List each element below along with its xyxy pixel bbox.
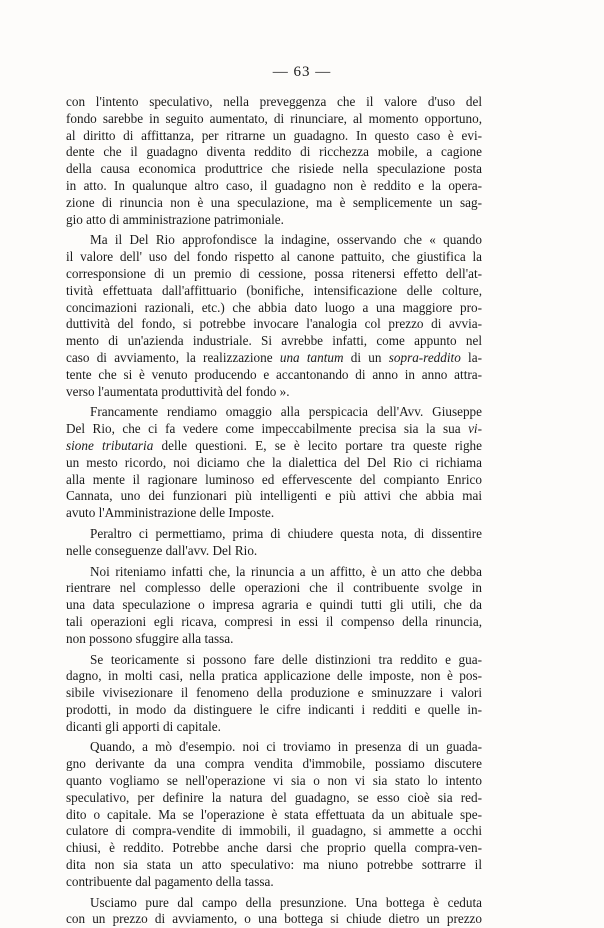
- text-run: alla mente il ragionare luminoso ed effervescente del compianto Enrico: [66, 471, 482, 487]
- text-run: dita non sia stata un atto speculativo: ma niuno potrebbe sottrarre il: [66, 857, 482, 873]
- text-run: sibile vivisezionare il fenomeno della produzione e sminuzzare i valori: [66, 685, 482, 701]
- text-line: [66, 472, 482, 489]
- text-run: zione di rinuncia non è una speculazione, ma è semplicemente un sag-: [66, 194, 482, 210]
- text-line: [66, 232, 482, 249]
- text-line: [66, 895, 482, 912]
- paragraph: [66, 526, 482, 560]
- text-line: [66, 719, 482, 736]
- text-run: dito o capitale. Ma se l'operazione è stata effettuata da un abituale spe-: [66, 806, 482, 822]
- text-line: [66, 807, 482, 824]
- text-run: rientrare nel complesso delle operazioni che il contribuente svolge in: [66, 580, 482, 596]
- text-run: Noi riteniamo infatti che, la rinuncia a un affitto, è un atto che debba: [90, 563, 482, 579]
- text-line: [66, 404, 482, 421]
- text-run: Cannata, uno dei funzionari più intelligenti e più attivi che abbia mai: [66, 488, 482, 504]
- text-run: fondo sarebbe in seguito aumentato, di rinunciare, al momento opportuno,: [66, 110, 482, 126]
- text-run: Francamente rendiamo omaggio alla perspicacia dell'Avv. Giuseppe: [90, 404, 482, 420]
- text-line: [66, 564, 482, 581]
- text-run: caso di avviamento, la realizzazione: [66, 349, 280, 365]
- text-run: tività effettuata dall'affittuario (bonifiche, intensificazione delle colture,: [66, 282, 482, 298]
- text-line: [66, 384, 482, 401]
- text-line: [66, 756, 482, 773]
- text-line: [66, 652, 482, 669]
- text-line: [66, 668, 482, 685]
- text-line: [66, 94, 482, 111]
- text-run: la-: [460, 349, 482, 365]
- text-run: dagno, in molti casi, nella pratica applicazione delle imposte, non è pos-: [66, 668, 482, 684]
- text-run: in atto. In qualunque altro caso, il guadagno non è reddito e la opera-: [66, 177, 482, 193]
- text-run: verso l'aumentata produttività del fondo ».: [66, 383, 290, 399]
- italic-run: una tantum: [279, 349, 344, 365]
- text-line: [66, 212, 482, 229]
- text-line: [66, 316, 482, 333]
- text-run: Usciamo pure dal campo della presunzione. Una bottega è ceduta: [90, 894, 482, 910]
- text-run: culatore di compra-vendite di immobili, il guadagno, si ammette a occhi: [66, 823, 482, 839]
- text-line: [66, 702, 482, 719]
- text-line: [66, 790, 482, 807]
- text-run: gno derivante da una compra vendita d'immobile, possiamo discutere: [66, 756, 482, 772]
- text-run: Quando, a mò d'esempio. noi ci troviamo in presenza di un guada-: [90, 739, 482, 755]
- text-line: [66, 580, 482, 597]
- italic-run: vi-: [468, 421, 482, 437]
- text-line: [66, 505, 482, 522]
- text-line: [66, 455, 482, 472]
- paragraph: [66, 404, 482, 522]
- text-run: prodotti, in modo da distinguere le cifre indicanti i redditi e quelle in-: [66, 701, 482, 717]
- text-run: concimazioni razionali, etc.) che abbia dato luogo a una maggiore pro-: [66, 299, 482, 315]
- text-run: contribuente dal pagamento della tassa.: [66, 873, 274, 889]
- text-line: [66, 144, 482, 161]
- text-line: [66, 333, 482, 350]
- text-line: [66, 614, 482, 631]
- text-run: chiusi, è reddito. Potrebbe anche darsi che proprio quella compra-ven-: [66, 840, 482, 856]
- text-run: tente che si è venuto producendo e accantonando di anno in anno attra-: [66, 366, 482, 382]
- text-line: [66, 421, 482, 438]
- text-line: [66, 739, 482, 756]
- text-line: [66, 488, 482, 505]
- text-run: Ma il Del Rio approfondisce la indagine, osservando che « quando: [90, 232, 482, 248]
- text-run: Se teoricamente si possono fare delle distinzioni tra reddito e gua-: [90, 651, 482, 667]
- text-line: [66, 526, 482, 543]
- paragraph: [66, 564, 482, 648]
- text-run: con l'intento speculativo, nella preveggenza che il valore d'uso del: [66, 94, 482, 109]
- text-run: Del Rio, che ci fa vedere come impeccabilmente precisa sia la sua: [66, 421, 469, 437]
- text-line: [66, 128, 482, 145]
- text-run: una data speculazione o impresa agraria e quindi tutti gli utili, che da: [66, 597, 482, 613]
- paragraph: [66, 232, 482, 400]
- text-line: [66, 438, 482, 455]
- text-run: un mesto ricordo, noi diciamo che la dialettica del Del Rio ci richiama: [66, 454, 482, 470]
- text-line: [66, 874, 482, 891]
- italic-run: sopra-reddito: [388, 349, 461, 365]
- text-line: [66, 161, 482, 178]
- text-run: quanto vogliamo se nell'operazione vi sia o non vi sia stato lo intento: [66, 773, 482, 789]
- text-line: [66, 543, 482, 560]
- text-run: della causa economica produttrice che risiede nella speculazione posta: [66, 161, 482, 177]
- text-run: dente che il guadagno diventa reddito di ricchezza mobile, a cagione: [66, 144, 482, 160]
- text-line: [66, 249, 482, 266]
- text-line: [66, 111, 482, 128]
- text-run: al diritto di affittanza, per ritrarne un guadagno. In questo caso è evi-: [66, 127, 482, 143]
- text-run: nelle conseguenze dall'avv. Del Rio.: [66, 542, 258, 558]
- text-run: speculativo, per definire la natura del guadagno, se esso cioè sia red-: [66, 789, 482, 805]
- text-line: [66, 685, 482, 702]
- text-run: gio atto di amministrazione patrimoniale.: [66, 211, 284, 227]
- paragraph: [66, 652, 482, 736]
- body-text: [66, 94, 482, 928]
- text-run: tali operazioni egli ricava, compresi in essi il compenso della rinuncia,: [66, 613, 482, 629]
- text-run: il valore dell' uso del fondo rispetto al canone pattuito, che giustifica la: [66, 249, 482, 265]
- text-run: di un: [343, 349, 389, 365]
- text-line: [66, 195, 482, 212]
- text-run: duttività del fondo, si potrebbe invocare l'analogia col prezzo di avvia-: [66, 316, 482, 332]
- text-line: [66, 367, 482, 384]
- text-line: [66, 266, 482, 283]
- text-line: [66, 840, 482, 857]
- text-run: avuto l'Amministrazione delle Imposte.: [66, 505, 275, 521]
- text-run: corresponsione di un premio di cessione, possa ritenersi effetto dell'at-: [66, 265, 482, 281]
- text-run: dicanti gli apporti di capitale.: [66, 718, 221, 734]
- paragraph: [66, 739, 482, 890]
- text-run: con un prezzo di avviamento, o una bottega si chiude dietro un prezzo: [66, 911, 482, 927]
- text-line: [66, 283, 482, 300]
- text-run: mento di un'azienda industriale. Si avrebbe infatti, come appunto nel: [66, 333, 482, 349]
- paragraph: [66, 94, 482, 228]
- text-line: [66, 857, 482, 874]
- text-line: [66, 823, 482, 840]
- text-run: delle questioni. E, se è lecito portare tra queste righe: [153, 437, 482, 453]
- text-line: [66, 178, 482, 195]
- text-line: [66, 300, 482, 317]
- text-line: [66, 773, 482, 790]
- text-line: [66, 631, 482, 648]
- text-line: [66, 911, 482, 928]
- text-run: Peraltro ci permettiamo, prima di chiudere questa nota, di dissentire: [90, 525, 482, 541]
- text-line: [66, 597, 482, 614]
- page-number: — 63 —: [272, 64, 332, 80]
- italic-run: sione tributaria: [66, 437, 154, 453]
- text-run: non possono sfuggire alla tassa.: [66, 630, 234, 646]
- text-line: [66, 350, 482, 367]
